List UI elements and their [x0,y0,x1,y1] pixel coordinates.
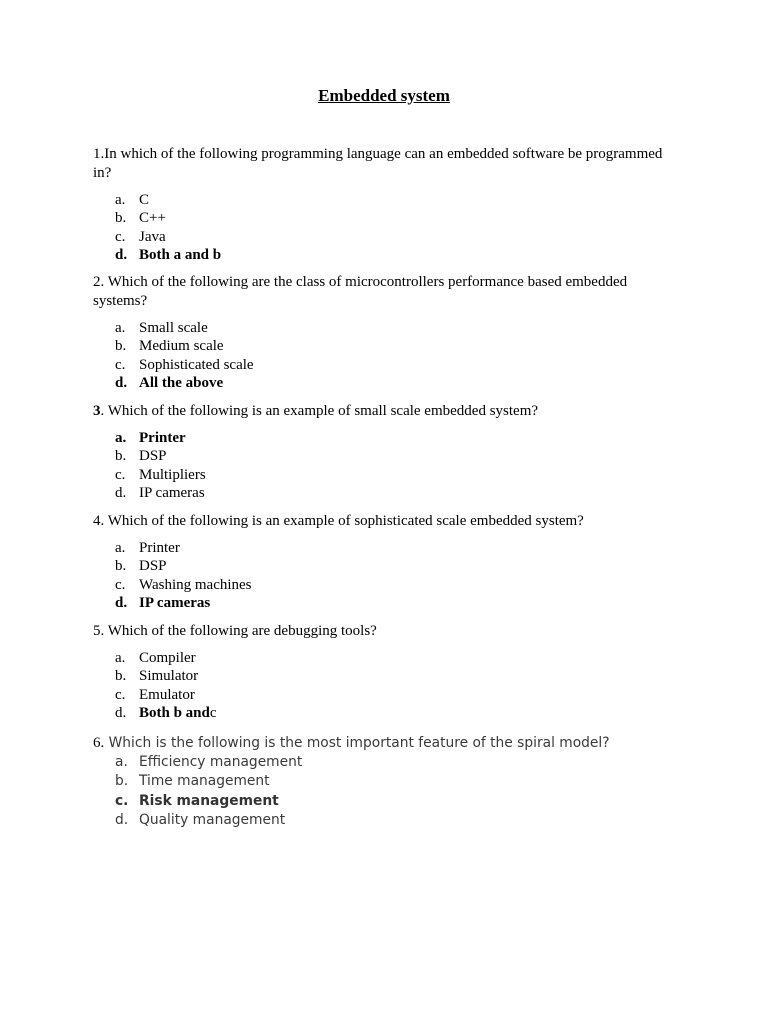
option-item [115,539,252,557]
options-list [115,753,302,830]
option-text: IP cameras [139,594,211,611]
answer-option [115,246,221,264]
question-text: In which of the following programming language can an embedded software be programmed in? [93,146,663,181]
document-title: Embedded system [318,86,450,105]
option-item [115,209,221,227]
option-text: IP cameras [139,484,205,501]
option-text: Washing machines [139,576,252,593]
option-text: Multipliers [139,466,206,483]
question-6 [93,734,663,753]
option-letter: b. [115,773,129,790]
question-number: 5. [93,623,105,639]
option-item [115,484,206,502]
option-text: Medium scale [139,338,224,355]
question-number: 2. [93,274,105,290]
option-item [115,466,206,484]
option-letter: b. [115,668,127,685]
option-letter: d. [115,374,128,391]
answer-option [115,429,206,447]
option-text: Printer [139,430,186,446]
question-number: 3 [93,403,101,419]
option-text: Both a and b [139,246,222,263]
option-letter: a. [115,650,126,666]
option-text: Small scale [139,320,208,336]
options-list [115,539,252,612]
question-number: 6. [93,735,105,751]
option-letter: c. [115,792,129,809]
option-letter: d. [115,246,128,263]
question-2 [93,273,663,311]
option-item [115,447,206,465]
option-letter: a. [115,192,126,208]
option-item [115,772,302,791]
option-text: Emulator [139,686,195,703]
question-text: Which of the following are debugging tools? [104,623,377,639]
answer-option [115,594,252,612]
option-letter: b. [115,338,127,355]
question-5 [93,622,663,641]
option-text: Time management [139,773,270,790]
option-text: DSP [139,448,167,465]
option-letter: a. [115,320,126,336]
option-text: All the above [139,374,224,391]
options-list [115,319,254,392]
question-4 [93,512,663,531]
option-item [115,191,221,209]
question-number: 1. [93,146,105,162]
option-letter: c. [115,576,126,593]
question-text: Which of the following are the class of microcontrollers performance based embedded systems? [93,274,628,309]
option-text: Simulator [139,668,199,685]
question-text: . Which of the following is an example of small scale embedded system? [100,403,539,419]
option-letter: c. [115,466,126,483]
option-text: Printer [139,540,180,556]
option-letter: a. [115,430,127,446]
question-1 [93,145,663,183]
option-text-suffix: c [209,704,217,721]
option-item [115,337,254,355]
option-text: Quality management [139,811,286,828]
question-number: 4. [93,513,105,529]
option-letter: c. [115,228,126,245]
option-item [115,649,217,667]
option-letter: c. [115,356,126,373]
option-item [115,557,252,575]
option-letter: b. [115,558,127,575]
option-item [115,319,254,337]
option-letter: b. [115,448,127,465]
option-item [115,667,217,685]
option-item [115,686,217,704]
question-3 [93,402,663,421]
option-text: Risk management [139,792,279,809]
option-letter: d. [115,594,128,611]
option-text: C++ [139,210,166,227]
option-text: DSP [139,558,167,575]
option-letter: a. [115,540,126,556]
answer-option [115,374,254,392]
options-list [115,649,217,722]
answer-option [115,792,302,811]
option-text: Compiler [139,650,196,666]
option-item [115,811,302,830]
option-letter: b. [115,210,127,227]
options-list [115,191,221,264]
option-item [115,228,221,246]
option-item [115,704,217,722]
option-text: C [139,192,150,208]
option-letter: a. [115,754,128,770]
options-list [115,429,206,502]
option-text: Sophisticated scale [139,356,254,373]
option-text: Both b and [139,704,210,721]
option-text: Efficiency management [139,754,303,770]
question-text: Which of the following is an example of sophisticated scale embedded system? [104,513,584,529]
option-letter: d. [115,704,127,721]
option-item [115,576,252,594]
question-text: Which is the following is the most important feature of the spiral model? [104,735,610,751]
option-letter: d. [115,811,129,828]
option-letter: c. [115,686,126,703]
option-item [115,753,302,772]
option-letter: d. [115,484,127,501]
option-item [115,356,254,374]
option-text: Java [139,228,166,245]
